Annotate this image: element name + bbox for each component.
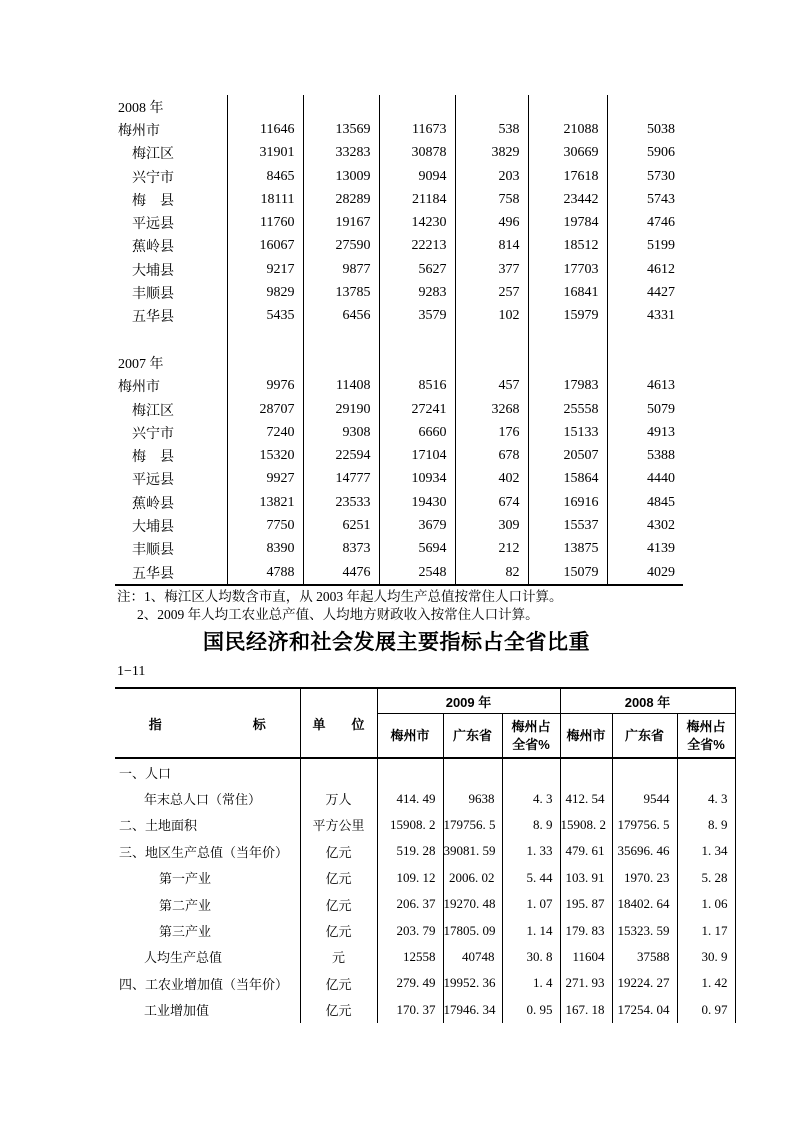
value-cell: 37588	[612, 944, 677, 970]
value-cell: 179756. 5	[612, 812, 677, 838]
value-cell: 3679	[379, 514, 455, 537]
value-cell: 14777	[303, 468, 379, 491]
value-cell: 309	[455, 514, 528, 537]
table-notes	[117, 588, 563, 624]
value-cell: 15079	[528, 561, 607, 585]
value-cell: 5199	[647, 238, 675, 254]
indicator-label: 第二产业	[115, 891, 300, 917]
value-cell: 6660	[379, 421, 455, 444]
value-cell: 8373	[303, 538, 379, 561]
value-cell: 40748	[443, 944, 502, 970]
value-cell: 17618	[528, 165, 607, 188]
value-cell: 496	[455, 211, 528, 234]
indicator-label: 一、人口	[115, 758, 300, 785]
value-cell: 1. 42	[677, 970, 735, 996]
indicator-label: 二、土地面积	[115, 812, 300, 838]
indicator-row	[115, 944, 735, 970]
header-share-line1: 梅州占	[511, 718, 551, 734]
value-cell: 1. 17	[677, 917, 735, 943]
value-cell: 17703	[528, 258, 607, 281]
indicator-row	[115, 917, 735, 943]
value-cell: 17805. 09	[443, 917, 502, 943]
value-cell: 5627	[379, 258, 455, 281]
value-cell: 109. 12	[377, 865, 443, 891]
indicator-label: 工业增加值	[115, 997, 300, 1023]
region-row	[115, 142, 683, 165]
indicator-row	[115, 865, 735, 891]
header-share-line2: 全省%	[687, 736, 725, 752]
value-cell: 15979	[528, 305, 607, 328]
value-cell: 9927	[227, 468, 303, 491]
indicator-label: 人均生产总值	[115, 944, 300, 970]
spacer-cell	[379, 328, 455, 351]
value-cell: 1. 34	[677, 838, 735, 864]
value-cell: 15864	[528, 468, 607, 491]
value-cell: 11646	[227, 118, 303, 141]
value-cell: 1. 14	[502, 917, 560, 943]
spacer-cell	[528, 328, 607, 351]
empty-cell	[303, 95, 379, 118]
t2-year-row	[115, 688, 735, 714]
value-cell: 16916	[528, 491, 607, 514]
empty-cell	[455, 95, 528, 118]
empty-cell	[528, 95, 607, 118]
indicator-row	[115, 997, 735, 1023]
value-cell: 21184	[379, 188, 455, 211]
value-cell: 30. 9	[677, 944, 735, 970]
header-share-line1: 梅州占	[686, 718, 726, 734]
region-label: 蕉岭县	[115, 491, 227, 514]
value-cell: 4427	[647, 285, 675, 301]
value-cell: 3579	[379, 305, 455, 328]
unit-cell: 亿元	[300, 865, 377, 891]
region-row	[115, 258, 683, 281]
value-cell: 14230	[379, 211, 455, 234]
spacer-cell	[115, 328, 227, 351]
region-label: 梅 县	[115, 444, 227, 467]
region-row	[115, 118, 683, 141]
region-row	[115, 421, 683, 444]
value-cell: 4302	[647, 517, 675, 533]
year-row	[115, 351, 683, 374]
value-cell: 6456	[303, 305, 379, 328]
value-cell: 8. 9	[502, 812, 560, 838]
value-cell: 5906	[647, 145, 675, 161]
value-cell: 11673	[379, 118, 455, 141]
indicator-label: 年末总人口（常住）	[115, 785, 300, 811]
indicator-row	[115, 758, 735, 785]
region-label: 大埔县	[115, 258, 227, 281]
value-cell: 2006. 02	[443, 865, 502, 891]
value-cell: 1. 33	[502, 838, 560, 864]
value-cell: 5. 44	[502, 865, 560, 891]
value-cell: 15323. 59	[612, 917, 677, 943]
year-label: 2008 年	[115, 95, 227, 118]
value-cell: 18402. 64	[612, 891, 677, 917]
indicator-label: 四、工农业增加值（当年价）	[115, 970, 300, 996]
value-cell: 15320	[227, 444, 303, 467]
indicator-row	[115, 785, 735, 811]
region-label: 梅江区	[115, 398, 227, 421]
value-cell: 13569	[303, 118, 379, 141]
empty-cell	[303, 351, 379, 374]
value-cell: 279. 49	[377, 970, 443, 996]
value-cell: 7750	[227, 514, 303, 537]
value-cell: 412. 54	[560, 785, 612, 811]
indicator-row	[115, 970, 735, 996]
value-cell: 5743	[647, 191, 675, 207]
value-cell: 19224. 27	[612, 970, 677, 996]
value-cell: 35696. 46	[612, 838, 677, 864]
region-row	[115, 165, 683, 188]
value-cell: 18111	[227, 188, 303, 211]
empty-cell	[455, 351, 528, 374]
value-cell: 4913	[647, 424, 675, 440]
unit-cell: 亿元	[300, 997, 377, 1023]
value-cell: 13821	[227, 491, 303, 514]
value-cell: 19167	[303, 211, 379, 234]
value-cell: 5079	[647, 401, 675, 417]
indicator-row	[115, 812, 735, 838]
spacer-cell	[227, 328, 303, 351]
value-cell: 25558	[528, 398, 607, 421]
region-label: 五华县	[115, 561, 227, 585]
region-row	[115, 444, 683, 467]
value-cell: 179. 83	[560, 917, 612, 943]
value-cell: 8. 9	[677, 812, 735, 838]
unit-cell: 万人	[300, 785, 377, 811]
value-cell: 9217	[227, 258, 303, 281]
value-cell: 13785	[303, 281, 379, 304]
value-cell: 15537	[528, 514, 607, 537]
region-label: 梅州市	[115, 375, 227, 398]
value-cell: 21088	[528, 118, 607, 141]
indicator-label: 第一产业	[115, 865, 300, 891]
value-cell: 11604	[560, 944, 612, 970]
value-cell: 19430	[379, 491, 455, 514]
region-label: 兴宁市	[115, 421, 227, 444]
empty-cell	[528, 351, 607, 374]
region-row	[115, 561, 683, 585]
value-cell: 9829	[227, 281, 303, 304]
regional-table-body	[115, 95, 683, 585]
region-label: 平远县	[115, 211, 227, 234]
value-cell: 12558	[377, 944, 443, 970]
spacer-cell	[455, 328, 528, 351]
value-cell: 212	[455, 538, 528, 561]
value-cell: 30. 8	[502, 944, 560, 970]
unit-cell: 元	[300, 944, 377, 970]
value-cell: 13009	[303, 165, 379, 188]
value-cell: 176	[455, 421, 528, 444]
value-cell: 23533	[303, 491, 379, 514]
indicators-share-table	[115, 687, 736, 1023]
value-cell: 18512	[528, 235, 607, 258]
value-cell: 0. 97	[677, 997, 735, 1023]
region-row	[115, 468, 683, 491]
value-cell: 674	[455, 491, 528, 514]
value-cell	[612, 758, 677, 785]
value-cell: 5435	[227, 305, 303, 328]
region-row	[115, 235, 683, 258]
value-cell: 19952. 36	[443, 970, 502, 996]
value-cell: 31901	[227, 142, 303, 165]
year-label: 2007 年	[115, 351, 227, 374]
empty-cell	[379, 351, 455, 374]
value-cell: 538	[455, 118, 528, 141]
value-cell: 814	[455, 235, 528, 258]
empty-cell	[607, 351, 683, 374]
unit-cell: 亿元	[300, 891, 377, 917]
value-cell: 4. 3	[677, 785, 735, 811]
value-cell: 29190	[303, 398, 379, 421]
value-cell: 678	[455, 444, 528, 467]
value-cell: 4. 3	[502, 785, 560, 811]
spacer-row	[115, 328, 683, 351]
region-label: 大埔县	[115, 514, 227, 537]
empty-cell	[227, 95, 303, 118]
unit-cell	[300, 758, 377, 785]
value-cell: 17983	[528, 375, 607, 398]
region-row	[115, 305, 683, 328]
region-row	[115, 491, 683, 514]
value-cell	[443, 758, 502, 785]
value-cell: 10934	[379, 468, 455, 491]
header-meizhou-2008: 梅州市	[560, 714, 612, 759]
empty-cell	[227, 351, 303, 374]
value-cell: 4613	[647, 378, 675, 394]
unit-cell: 平方公里	[300, 812, 377, 838]
header-meizhou-share-2008	[677, 714, 735, 759]
region-label: 丰顺县	[115, 538, 227, 561]
value-cell: 4788	[227, 561, 303, 585]
value-cell: 7240	[227, 421, 303, 444]
spacer-cell	[607, 328, 683, 351]
value-cell: 17254. 04	[612, 997, 677, 1023]
empty-cell	[607, 95, 683, 118]
region-label: 兴宁市	[115, 165, 227, 188]
value-cell: 203. 79	[377, 917, 443, 943]
value-cell: 4845	[647, 494, 675, 510]
value-cell: 271. 93	[560, 970, 612, 996]
value-cell: 9638	[443, 785, 502, 811]
region-row	[115, 398, 683, 421]
t2-body	[115, 758, 735, 1023]
value-cell: 9094	[379, 165, 455, 188]
value-cell: 11408	[303, 375, 379, 398]
value-cell: 19784	[528, 211, 607, 234]
region-label: 平远县	[115, 468, 227, 491]
value-cell: 30878	[379, 142, 455, 165]
value-cell: 1. 4	[502, 970, 560, 996]
value-cell: 8465	[227, 165, 303, 188]
value-cell: 17946. 34	[443, 997, 502, 1023]
unit-cell: 亿元	[300, 917, 377, 943]
value-cell: 5388	[647, 448, 675, 464]
value-cell: 15133	[528, 421, 607, 444]
header-indicator: 指 标	[115, 688, 300, 758]
region-label: 五华县	[115, 305, 227, 328]
value-cell: 4612	[647, 261, 675, 277]
region-row	[115, 188, 683, 211]
value-cell: 27590	[303, 235, 379, 258]
value-cell: 9283	[379, 281, 455, 304]
value-cell: 23442	[528, 188, 607, 211]
value-cell: 27241	[379, 398, 455, 421]
value-cell: 167. 18	[560, 997, 612, 1023]
region-row	[115, 514, 683, 537]
value-cell: 377	[455, 258, 528, 281]
header-meizhou-share-2009	[502, 714, 560, 759]
value-cell: 82	[455, 561, 528, 585]
value-cell: 8390	[227, 538, 303, 561]
region-row	[115, 281, 683, 304]
value-cell: 9544	[612, 785, 677, 811]
value-cell: 20507	[528, 444, 607, 467]
value-cell: 3268	[455, 398, 528, 421]
value-cell: 16841	[528, 281, 607, 304]
value-cell: 9308	[303, 421, 379, 444]
value-cell: 9877	[303, 258, 379, 281]
header-share-line2: 全省%	[512, 736, 550, 752]
value-cell: 15908. 2	[560, 812, 612, 838]
note-line-2: 2、2009 年人均工农业总产值、人均地方财政收入按常住人口计算。	[137, 607, 539, 622]
value-cell: 1. 07	[502, 891, 560, 917]
header-guangdong-2009: 广东省	[443, 714, 502, 759]
value-cell: 519. 28	[377, 838, 443, 864]
value-cell: 9976	[227, 375, 303, 398]
indicator-label: 三、地区生产总值（当年价）	[115, 838, 300, 864]
value-cell	[377, 758, 443, 785]
header-meizhou-2009: 梅州市	[377, 714, 443, 759]
year-row	[115, 95, 683, 118]
value-cell: 8516	[379, 375, 455, 398]
value-cell: 22213	[379, 235, 455, 258]
header-year-group-2008: 2008 年	[560, 688, 735, 714]
value-cell: 103. 91	[560, 865, 612, 891]
region-label: 梅州市	[115, 118, 227, 141]
note-line-1: 注：1、梅江区人均数含市直，从 2003 年起人均生产总值按常住人口计算。	[117, 589, 563, 604]
value-cell: 758	[455, 188, 528, 211]
value-cell: 28289	[303, 188, 379, 211]
value-cell	[677, 758, 735, 785]
value-cell: 4139	[647, 541, 675, 557]
region-row	[115, 375, 683, 398]
value-cell: 4440	[647, 471, 675, 487]
unit-cell: 亿元	[300, 970, 377, 996]
region-row	[115, 538, 683, 561]
table-number: 1−11	[117, 664, 146, 679]
value-cell: 0. 95	[502, 997, 560, 1023]
region-label: 梅江区	[115, 142, 227, 165]
value-cell	[502, 758, 560, 785]
value-cell: 6251	[303, 514, 379, 537]
value-cell: 4331	[647, 308, 675, 324]
value-cell: 5730	[647, 168, 675, 184]
indicator-label: 第三产业	[115, 917, 300, 943]
empty-cell	[379, 95, 455, 118]
value-cell: 2548	[379, 561, 455, 585]
value-cell: 15908. 2	[377, 812, 443, 838]
value-cell: 4746	[647, 215, 675, 231]
value-cell: 3829	[455, 142, 528, 165]
value-cell	[560, 758, 612, 785]
spacer-cell	[303, 328, 379, 351]
unit-cell: 亿元	[300, 838, 377, 864]
value-cell: 102	[455, 305, 528, 328]
value-cell: 5038	[647, 121, 675, 137]
t2-header	[115, 688, 735, 758]
value-cell: 402	[455, 468, 528, 491]
header-guangdong-2008: 广东省	[612, 714, 677, 759]
value-cell: 179756. 5	[443, 812, 502, 838]
region-label: 梅 县	[115, 188, 227, 211]
value-cell: 457	[455, 375, 528, 398]
value-cell: 11760	[227, 211, 303, 234]
value-cell: 4476	[303, 561, 379, 585]
value-cell: 33283	[303, 142, 379, 165]
value-cell: 170. 37	[377, 997, 443, 1023]
region-label: 蕉岭县	[115, 235, 227, 258]
value-cell: 479. 61	[560, 838, 612, 864]
indicator-row	[115, 838, 735, 864]
value-cell: 257	[455, 281, 528, 304]
value-cell: 28707	[227, 398, 303, 421]
value-cell: 5694	[379, 538, 455, 561]
value-cell: 22594	[303, 444, 379, 467]
region-label: 丰顺县	[115, 281, 227, 304]
value-cell: 203	[455, 165, 528, 188]
section-title: 国民经济和社会发展主要指标占全省比重	[203, 631, 590, 654]
value-cell: 19270. 48	[443, 891, 502, 917]
value-cell: 1. 06	[677, 891, 735, 917]
value-cell: 13875	[528, 538, 607, 561]
header-unit: 单 位	[300, 688, 377, 758]
value-cell: 414. 49	[377, 785, 443, 811]
header-year-group-2009: 2009 年	[377, 688, 560, 714]
value-cell: 195. 87	[560, 891, 612, 917]
value-cell: 16067	[227, 235, 303, 258]
indicator-row	[115, 891, 735, 917]
region-row	[115, 211, 683, 234]
regional-indicators-table	[115, 95, 683, 586]
value-cell: 1970. 23	[612, 865, 677, 891]
value-cell: 5. 28	[677, 865, 735, 891]
value-cell: 206. 37	[377, 891, 443, 917]
value-cell: 30669	[528, 142, 607, 165]
value-cell: 17104	[379, 444, 455, 467]
value-cell: 39081. 59	[443, 838, 502, 864]
value-cell: 4029	[647, 564, 675, 580]
